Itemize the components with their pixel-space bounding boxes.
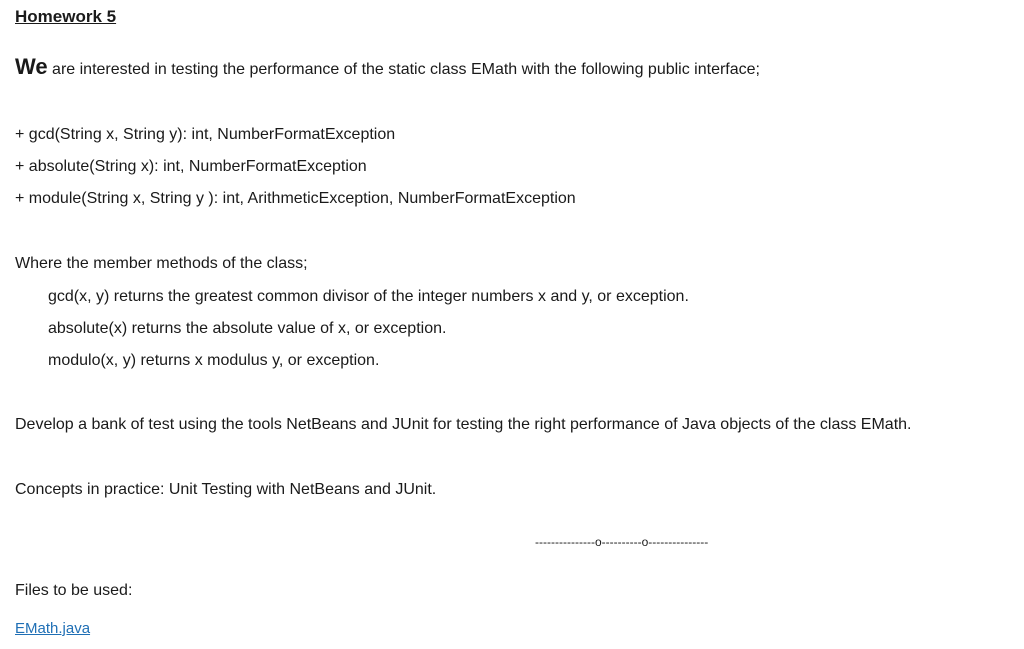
emath-file-link[interactable]: EMath.java <box>15 620 91 637</box>
concepts-text: Concepts in practice: Unit Testing with NetBeans and JUnit. <box>15 481 437 498</box>
page-title: Homework 5 <box>15 7 117 26</box>
intro-text: are interested in testing the performance of the static class EMath with the following public interface; <box>47 61 760 78</box>
intro-initial: We <box>15 54 48 79</box>
develop-instruction: Develop a bank of test using the tools NetBeans and JUnit for testing the right performance of Java objects of the class EMath. <box>15 416 912 433</box>
method-gcd: + gcd(String x, String y): int, NumberFormatException <box>15 126 396 143</box>
description-gcd: gcd(x, y) returns the greatest common divisor of the integer numbers x and y, or exception. <box>48 288 689 305</box>
separator-line: ---------------o----------o--------------- <box>535 535 709 549</box>
method-module: + module(String x, String y ): int, ArithmeticException, NumberFormatException <box>15 190 576 207</box>
where-heading: Where the member methods of the class; <box>15 255 308 272</box>
description-absolute: absolute(x) returns the absolute value of x, or exception. <box>48 320 447 337</box>
files-label: Files to be used: <box>15 582 133 599</box>
description-modulo: modulo(x, y) returns x modulus y, or exception. <box>48 352 380 369</box>
method-absolute: + absolute(String x): int, NumberFormatException <box>15 158 367 175</box>
intro-paragraph <box>15 54 760 80</box>
